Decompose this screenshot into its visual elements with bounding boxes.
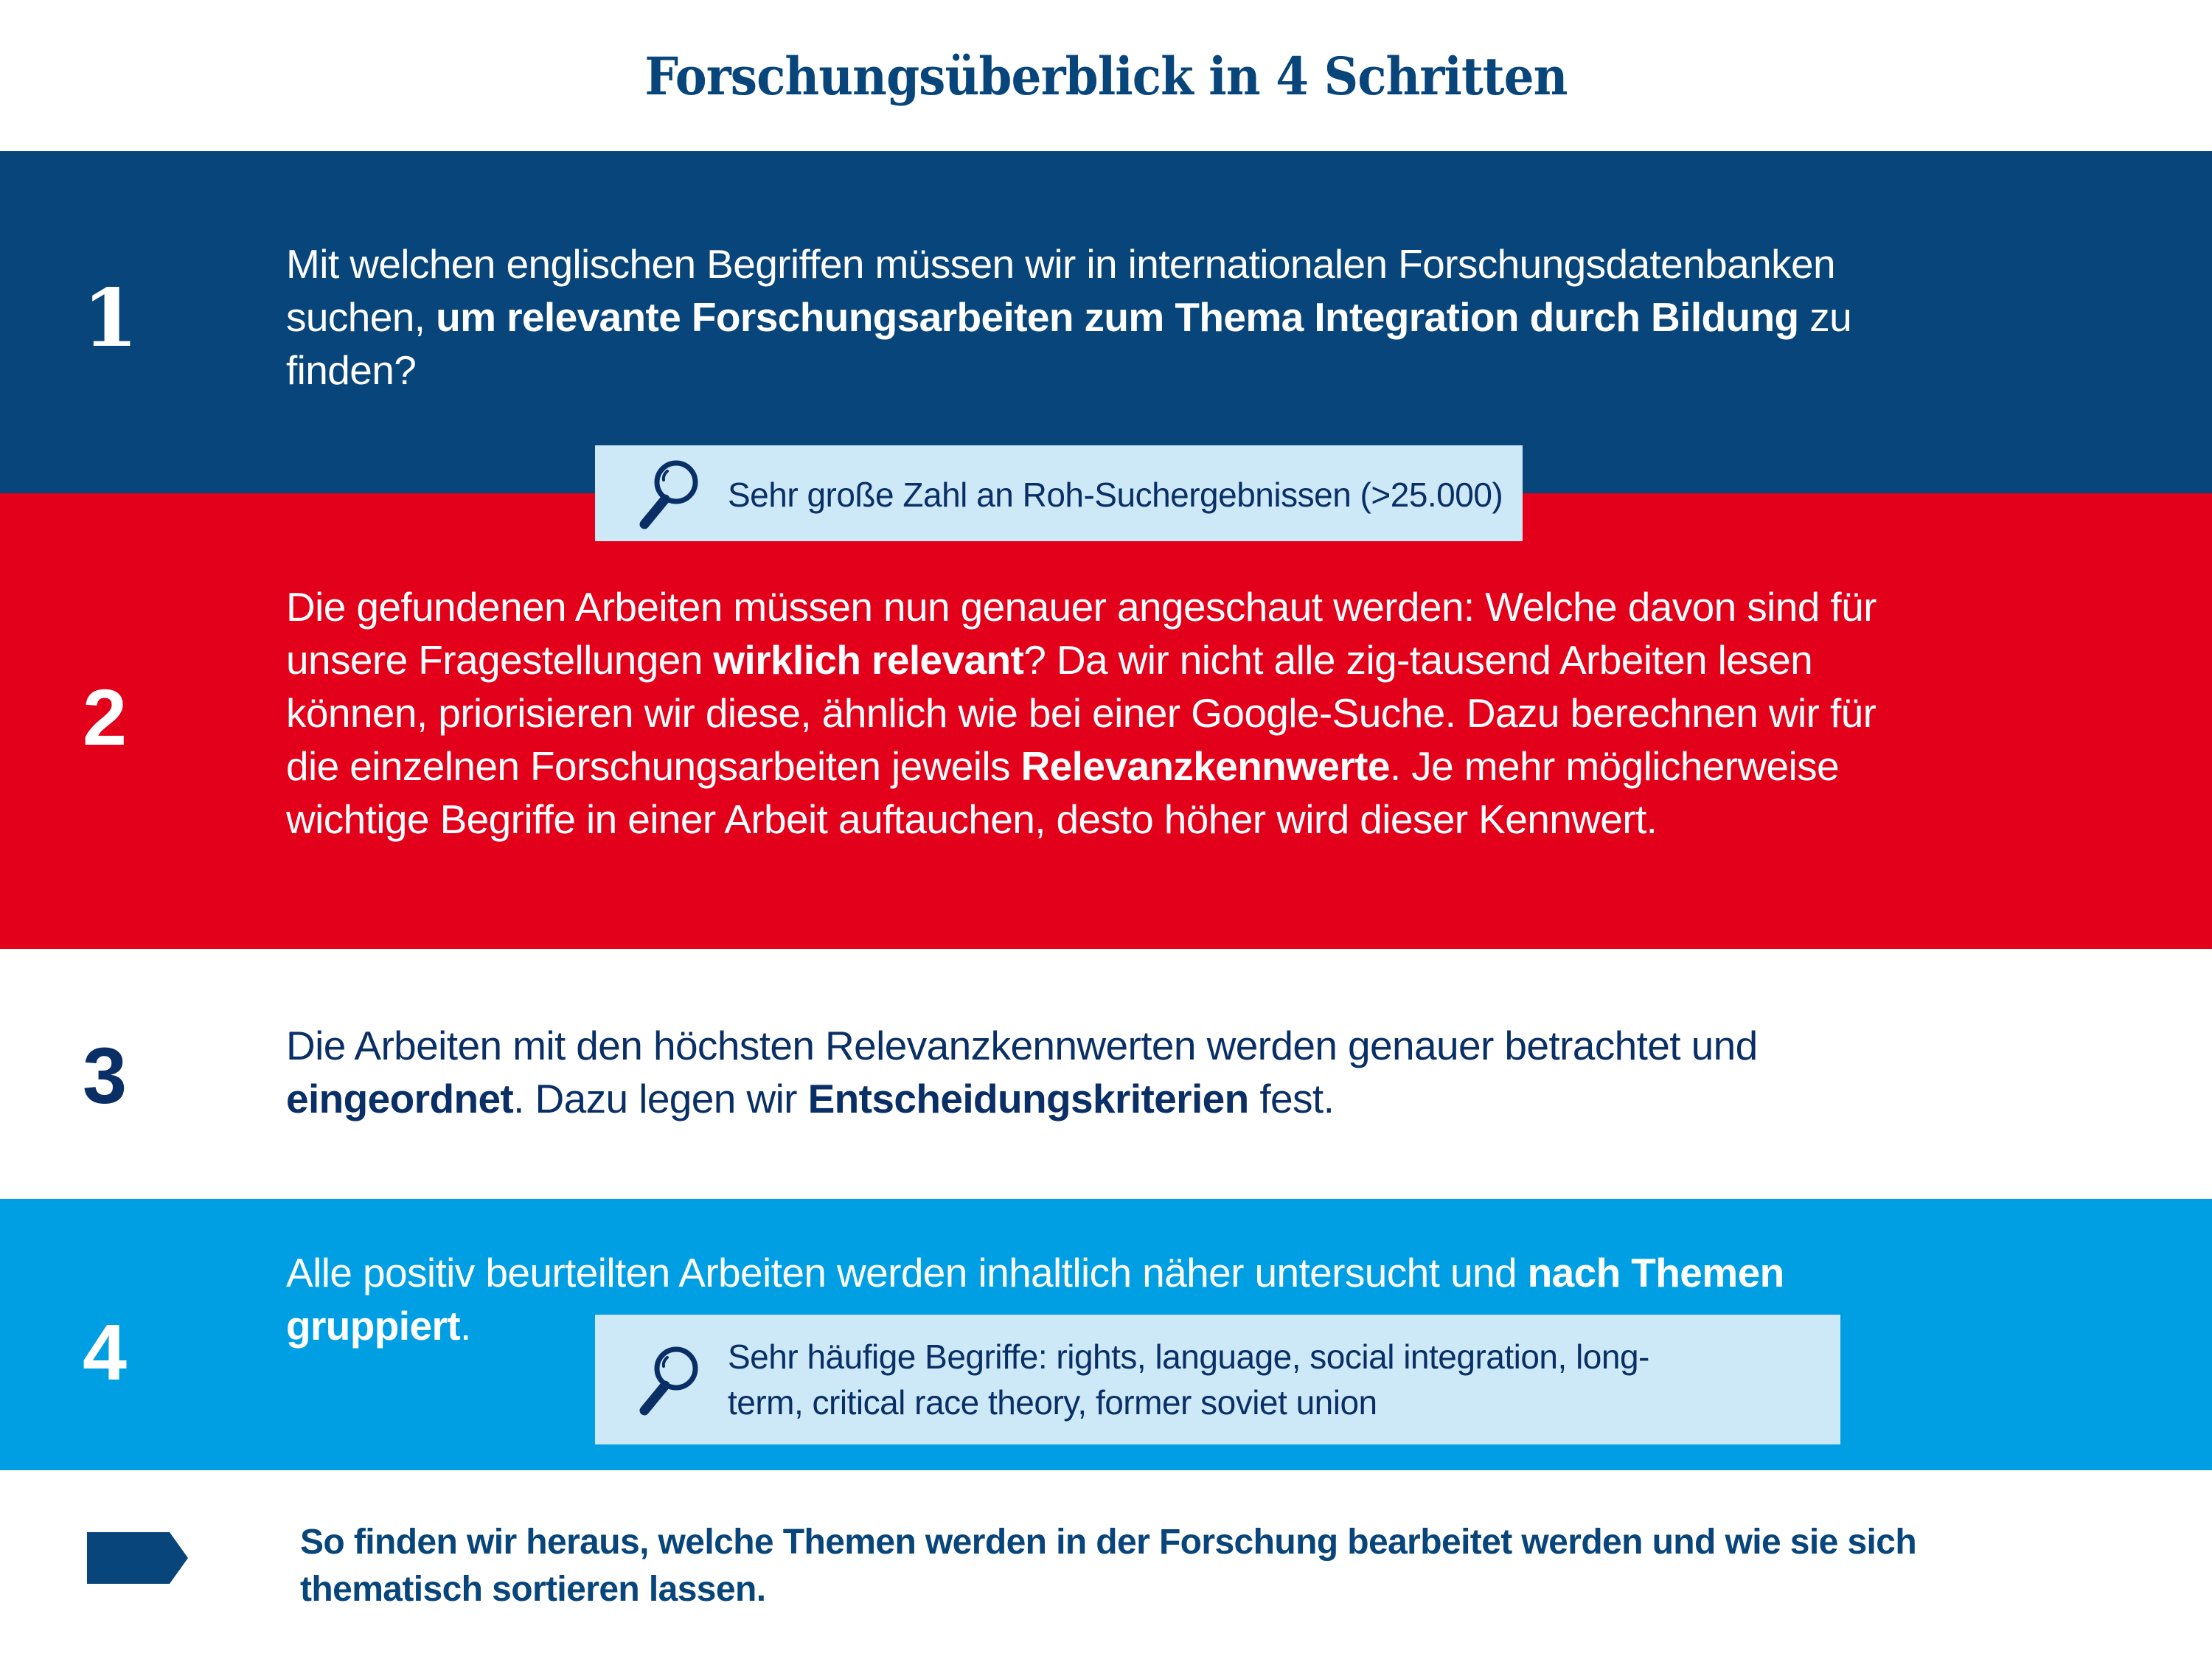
step-2-number: 2 [83, 672, 128, 762]
page-title: Forschungsüberblick in 4 Schritten [644, 46, 1568, 107]
step-1-line-2: suchen, um relevante Forschungsarbeiten zum Thema Integration durch Bildung zu [286, 294, 1852, 340]
frequent-terms-callout [595, 1315, 1840, 1444]
step-3-number: 3 [83, 1031, 128, 1120]
callout-1-text: Sehr große Zahl an Roh-Suchergebnissen (>25.000) [728, 476, 1503, 514]
step-4-number: 4 [83, 1307, 128, 1397]
magnifier-icon [636, 456, 702, 530]
step-1-line-3: finden? [286, 347, 417, 393]
search-results-callout [595, 445, 1523, 541]
step-4-text: Alle positiv beurteilten Arbeiten werden inhaltlich näher untersucht und nach Themen gruppiert. [286, 1250, 1784, 1349]
callout-2-line-2: term, critical race theory, former soviet union [728, 1383, 1377, 1422]
callout-2-line-1: Sehr häufige Begriffe: rights, language, social integration, long- [728, 1338, 1649, 1376]
step-2-text: Die gefundenen Arbeiten müssen nun genauer angeschaut werden: Welche davon sind für unsere Fragestellungen wirklich relevant? Da wir nicht alle zig-tausend Arbeiten lesen können, priorisieren wir diese, ähnlich wie bei einer Google-Suche. Dazu berechnen wir für die einzelnen Forschungsarbeiten jeweils Relevanzkennwerte. Je mehr möglicherweise wichtige Begriffe in einer Arbeit auftauchen, desto höher wird dieser Kennwert. [286, 584, 1877, 842]
step-1-line-1: Mit welchen englischen Begriffen müssen wir in internationalen Forschungsdatenbanken [286, 241, 1835, 287]
step-3-text: Die Arbeiten mit den höchsten Relevanzkennwerten werden genauer betrachtet und eingeordnet. Dazu legen wir Entscheidungskriterien fest. [286, 1023, 1758, 1121]
conclusion-text: So finden wir heraus, welche Themen werden in der Forschung bearbeitet werden und wie sie sich thematisch sortieren lassen. [300, 1523, 1917, 1609]
arrow-icon [87, 1532, 188, 1584]
magnifier-icon [636, 1343, 702, 1416]
step-1-number: 1 [83, 272, 139, 365]
step-1-text [286, 237, 1851, 397]
